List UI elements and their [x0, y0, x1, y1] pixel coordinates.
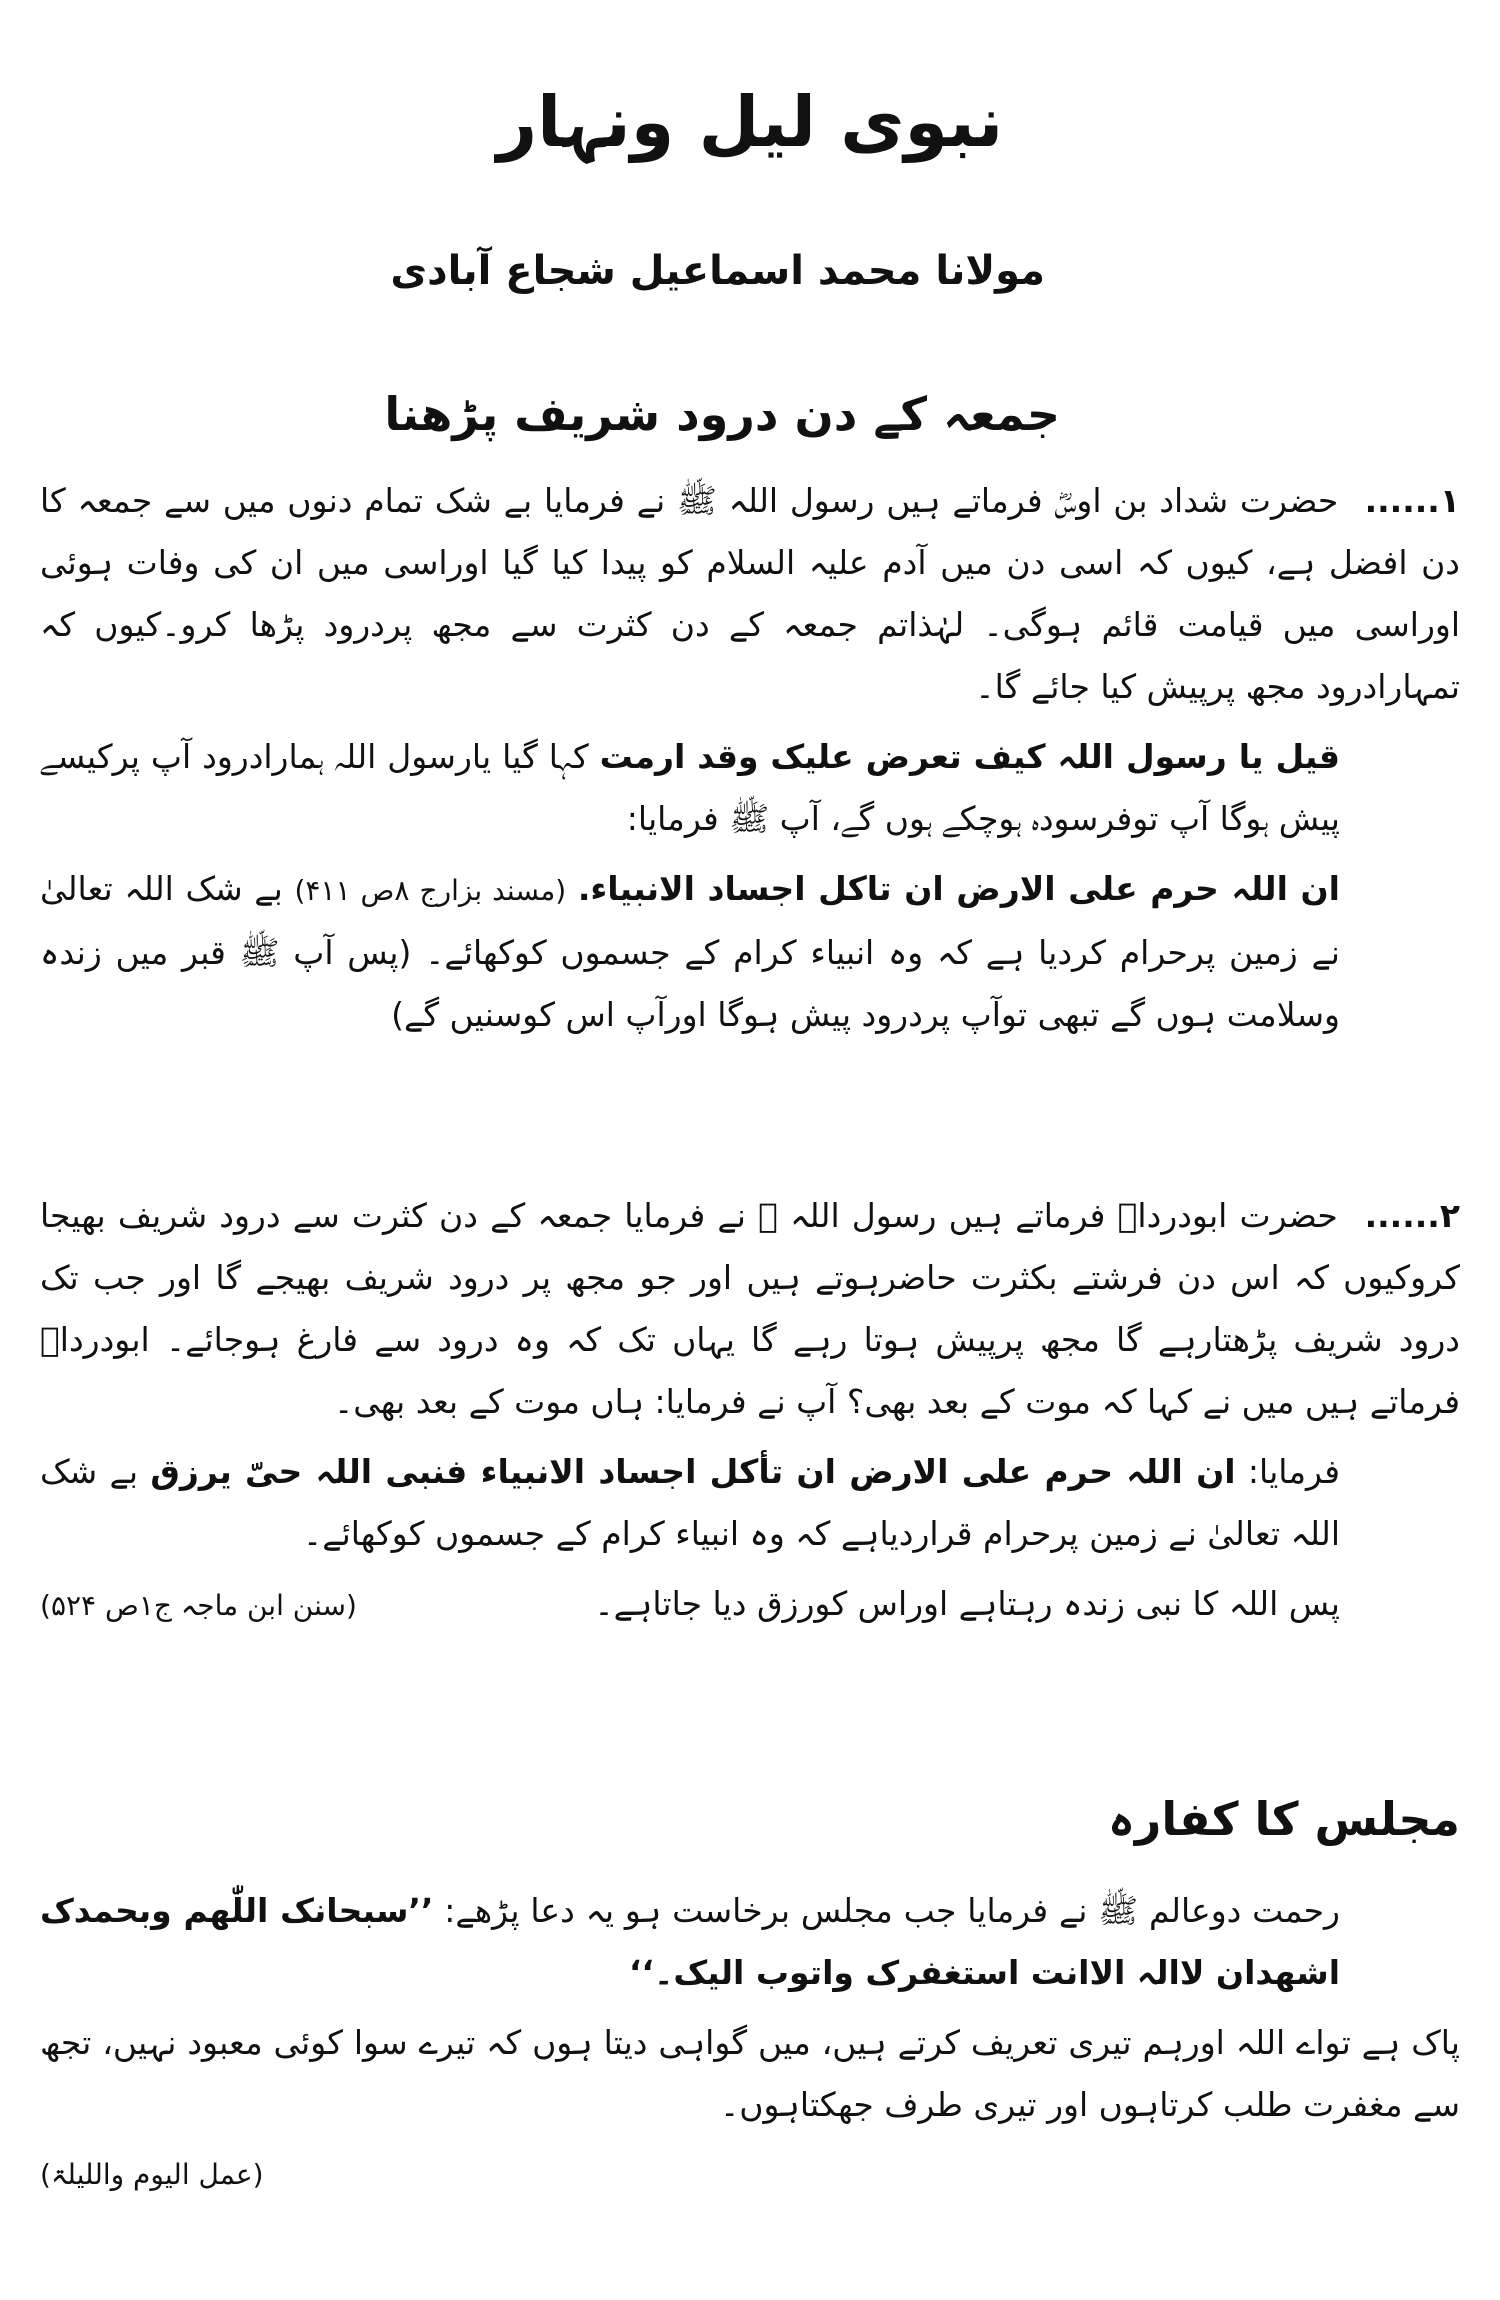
question-paragraph	[40, 726, 1460, 850]
section-hadith-2	[40, 1185, 1460, 1637]
quote-prefix: فرمایا:	[1247, 1452, 1340, 1491]
translation-paragraph	[40, 2012, 1460, 2136]
item-number-1: ۱......	[1364, 481, 1460, 520]
question-arabic: قیل یا رسول اللہ کیف تعرض علیک وقد ارمت	[599, 737, 1340, 776]
translation-reference: (عمل الیوم واللیلۃ)	[40, 2158, 264, 2191]
quote-arabic: ان اللہ حرم علی الارض ان تأکل اجساد الانبیاء فنبی اللہ حیّ یرزق	[150, 1452, 1236, 1491]
closing-row	[40, 1573, 1460, 1637]
question-urdu: کہا گیا یارسول اللہ ہمارادرود آپ پرکیسے پیش ہوگا آپ توفرسودہ ہوچکے ہوں گے، آپ ﷺ فرمایا:	[40, 737, 1340, 838]
dua-intro: رحمت دوعالم ﷺ نے فرمایا جب مجلس برخاست ہو یہ دعا پڑھے:	[444, 1891, 1340, 1930]
hadith-1-text: حضرت شداد بن اوسؓ فرماتے ہیں رسول اللہ ﷺ نے فرمایا بے شک تمام دنوں میں سے جمعہ کا دن افضل ہے، کیوں کہ اسی دن میں آدم علیہ السلام کو پیدا کیا گیا اوراسی میں ان کی وفات ہوئی اوراسی میں قیامت قائم ہوگی۔ لہٰذاتم جمعہ کے دن کثرت سے مجھ پردرود پڑھا کرو۔کیوں کہ تمہارادرود مجھ پرپیش کیا جائے گا۔	[40, 481, 1460, 706]
dua-arabic: ’’سبحانک اللّٰھم وبحمدک اشھدان لاالہ الاانت استغفرک واتوب الیک۔‘‘	[40, 1891, 1340, 1992]
author-name: مولانا محمد اسماعیل شجاع آبادی	[390, 248, 1045, 294]
dua-paragraph	[40, 1880, 1460, 2004]
section-heading-friday-durood: جمعہ کے دن درود شریف پڑھنا	[384, 387, 1060, 441]
answer-urdu: بے شک اللہ تعالیٰ نے زمین پرحرام کردیا ہے کہ وہ انبیاء کرام کے جسموں کوکھائے۔ (پس آپ ﷺ قبر میں زندہ وسلامت ہوں گے تبھی توآپ پردرود پیش ہوگا اورآپ اس کوسنیں گے)	[40, 869, 1340, 1034]
item-number-2: ۲......	[1364, 1196, 1460, 1235]
section-friday-durood	[40, 470, 1460, 1054]
hadith-paragraph-2	[40, 1185, 1460, 1433]
answer-paragraph	[40, 858, 1460, 1046]
hadith-paragraph-1	[40, 470, 1460, 718]
quote-paragraph	[40, 1441, 1460, 1565]
section-majlis-kaffara	[40, 1880, 1460, 2206]
answer-arabic: ان اللہ حرم علی الارض ان تاکل اجساد الانبیاء.	[577, 869, 1340, 908]
page-title: نبوی لیل ونہار	[496, 81, 1004, 163]
quote-urdu: بے شک اللہ تعالیٰ نے زمین پرحرام قراردیاہے کہ وہ انبیاء کرام کے جسموں کوکھائے۔	[40, 1452, 1340, 1553]
hadith-2-text: حضرت ابودرداؓ فرماتے ہیں رسول اللہ ﷺ نے فرمایا جمعہ کے دن کثرت سے درود شریف بھیجا کروکیوں کہ اس دن فرشتے بکثرت حاضرہوتے ہیں اور جو مجھ پر درود شریف بھیجے گا اور جب تک درود شریف پڑھتارہے گا مجھ پرپیش ہوتا رہے گا یہاں تک کہ وہ درود سے فارغ ہوجائے۔ ابودرداؓ فرماتے ہیں میں نے کہا کہ موت کے بعد بھی؟ آپ نے فرمایا: ہاں موت کے بعد بھی۔	[40, 1196, 1460, 1421]
dua-translation: پاک ہے تواے اللہ اورہم تیری تعریف کرتے ہیں، میں گواہی دیتا ہوں کہ تیرے سوا کوئی معبود نہیں، تجھ سے مغفرت طلب کرتاہوں اور تیری طرف جھکتاہوں۔	[40, 2023, 1460, 2124]
translation-ref-row	[40, 2144, 1460, 2206]
section-heading-majlis-kaffara: مجلس کا کفارہ	[1107, 1792, 1460, 1846]
answer-reference: (مسند بزارج ۸ص ۴۱۱)	[294, 874, 567, 907]
closing-reference: (سنن ابن ماجہ ج۱ص ۵۲۴)	[40, 1589, 357, 1622]
closing-text: پس اللہ کا نبی زندہ رہتاہے اوراس کورزق دیا جاتاہے۔	[594, 1584, 1340, 1623]
